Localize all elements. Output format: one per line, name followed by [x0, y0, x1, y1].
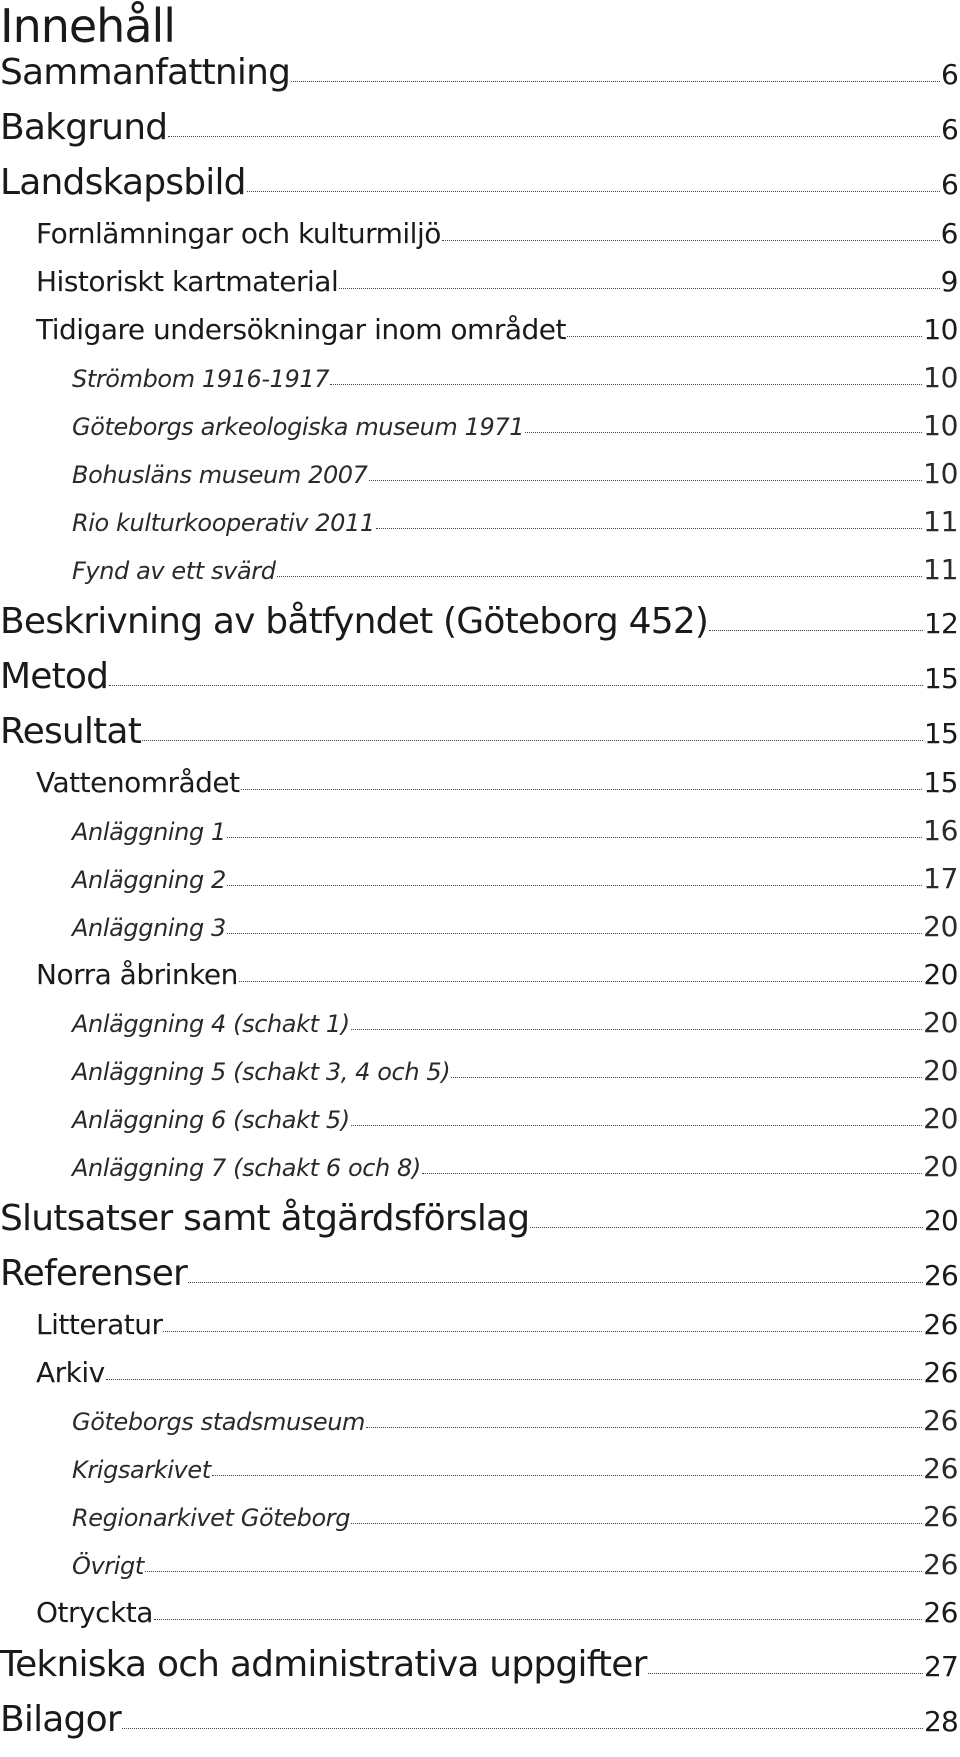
toc-entry-level-2[interactable]	[0, 1308, 958, 1356]
toc-entry-label: Fynd av ett svärd	[72, 557, 276, 585]
toc-entry-page-number: 26	[923, 1259, 958, 1292]
dot-leader	[530, 1227, 923, 1228]
toc-entry-label: Beskrivning av båtfyndet (Göteborg 452)	[0, 601, 709, 642]
dot-leader	[351, 1523, 922, 1524]
toc-entry-label: Bakgrund	[0, 107, 168, 148]
toc-entry-label: Bilagor	[0, 1699, 121, 1740]
toc-entry-label: Anläggning 4 (schakt 1)	[72, 1010, 350, 1038]
dot-leader	[145, 1571, 922, 1572]
dot-leader	[154, 1619, 923, 1620]
dot-leader	[239, 981, 923, 982]
toc-entry-level-1[interactable]	[0, 107, 958, 162]
toc-entry-level-1[interactable]	[0, 162, 958, 217]
toc-entry-page-number: 26	[923, 1356, 958, 1389]
toc-entry-page-number: 20	[923, 958, 958, 991]
toc-entry-label: Norra åbrinken	[36, 958, 238, 991]
toc-entry-page-number: 20	[923, 1054, 958, 1087]
table-of-contents	[0, 52, 958, 1754]
toc-entry-page-number: 6	[940, 217, 958, 250]
toc-entry-level-3[interactable]	[0, 814, 958, 862]
toc-entry-label: Vattenområdet	[36, 766, 240, 799]
toc-entry-level-3[interactable]	[0, 910, 958, 958]
dot-leader	[168, 136, 940, 137]
dot-leader	[369, 480, 923, 481]
toc-entry-label: Regionarkivet Göteborg	[72, 1504, 351, 1532]
dot-leader	[227, 933, 922, 934]
toc-entry-label: Sammanfattning	[0, 52, 291, 93]
dot-leader	[241, 789, 923, 790]
toc-entry-level-3[interactable]	[0, 457, 958, 505]
toc-entry-label: Metod	[0, 656, 109, 697]
dot-leader	[247, 191, 940, 192]
toc-entry-label: Rio kulturkooperativ 2011	[72, 509, 375, 537]
toc-entry-level-2[interactable]	[0, 265, 958, 313]
toc-entry-label: Anläggning 3	[72, 914, 226, 942]
toc-entry-page-number: 16	[923, 814, 958, 847]
toc-entry-page-number: 26	[923, 1308, 958, 1341]
toc-entry-page-number: 11	[923, 553, 958, 586]
toc-entry-level-2[interactable]	[0, 766, 958, 814]
dot-leader	[291, 81, 940, 82]
toc-entry-page-number: 20	[923, 1204, 958, 1237]
toc-entry-level-3[interactable]	[0, 862, 958, 910]
toc-entry-page-number: 10	[923, 361, 958, 394]
toc-entry-level-1[interactable]	[0, 1699, 958, 1754]
toc-entry-level-3[interactable]	[0, 361, 958, 409]
toc-entry-label: Anläggning 1	[72, 818, 226, 846]
toc-entry-page-number: 9	[940, 265, 958, 298]
toc-entry-label: Otryckta	[36, 1596, 153, 1629]
dot-leader	[212, 1475, 922, 1476]
toc-entry-label: Anläggning 6 (schakt 5)	[72, 1106, 350, 1134]
toc-entry-label: Göteborgs stadsmuseum	[72, 1408, 366, 1436]
toc-entry-level-2[interactable]	[0, 958, 958, 1006]
dot-leader	[339, 288, 939, 289]
toc-entry-label: Arkiv	[36, 1356, 105, 1389]
dot-leader	[648, 1673, 923, 1674]
dot-leader	[451, 1077, 922, 1078]
dot-leader	[376, 528, 922, 529]
toc-entry-page-number: 10	[923, 313, 958, 346]
toc-entry-level-1[interactable]	[0, 601, 958, 656]
dot-leader	[142, 740, 923, 741]
toc-entry-page-number: 27	[923, 1650, 958, 1683]
toc-entry-level-1[interactable]	[0, 1253, 958, 1308]
toc-entry-page-number: 28	[923, 1705, 958, 1738]
dot-leader	[442, 240, 940, 241]
dot-leader	[188, 1282, 923, 1283]
dot-leader	[351, 1125, 922, 1126]
dot-leader	[163, 1331, 922, 1332]
toc-entry-level-2[interactable]	[0, 217, 958, 265]
toc-entry-label: Krigsarkivet	[72, 1456, 211, 1484]
toc-entry-page-number: 20	[923, 910, 958, 943]
toc-entry-label: Historiskt kartmaterial	[36, 265, 339, 298]
toc-entry-level-1[interactable]	[0, 1198, 958, 1253]
toc-entry-label: Bohusläns museum 2007	[72, 461, 368, 489]
toc-entry-page-number: 10	[923, 457, 958, 490]
toc-entry-level-1[interactable]	[0, 52, 958, 107]
dot-leader	[330, 384, 922, 385]
toc-entry-page-number: 6	[940, 58, 958, 91]
dot-leader	[525, 432, 922, 433]
toc-entry-page-number: 20	[923, 1150, 958, 1183]
toc-entry-page-number: 15	[923, 662, 958, 695]
toc-entry-label: Anläggning 2	[72, 866, 226, 894]
dot-leader	[109, 685, 923, 686]
toc-entry-page-number: 26	[923, 1548, 958, 1581]
toc-entry-page-number: 26	[923, 1500, 958, 1533]
dot-leader	[227, 885, 922, 886]
toc-entry-level-3[interactable]	[0, 505, 958, 553]
toc-entry-level-3[interactable]	[0, 1054, 958, 1102]
toc-entry-level-2[interactable]	[0, 313, 958, 361]
toc-entry-level-3[interactable]	[0, 1102, 958, 1150]
toc-entry-level-1[interactable]	[0, 1644, 958, 1699]
toc-entry-level-3[interactable]	[0, 1548, 958, 1596]
toc-entry-page-number: 12	[923, 607, 958, 640]
dot-leader	[567, 336, 922, 337]
toc-entry-label: Göteborgs arkeologiska museum 1971	[72, 413, 525, 441]
toc-entry-level-3[interactable]	[0, 1006, 958, 1054]
toc-entry-level-3[interactable]	[0, 1404, 958, 1452]
dot-leader	[277, 576, 923, 577]
page-title: Innehåll	[0, 0, 176, 53]
toc-entry-level-3[interactable]	[0, 1452, 958, 1500]
toc-entry-level-2[interactable]	[0, 1596, 958, 1644]
dot-leader	[709, 630, 923, 631]
toc-entry-page-number: 6	[940, 168, 958, 201]
toc-entry-page-number: 20	[923, 1102, 958, 1135]
toc-entry-label: Fornlämningar och kulturmiljö	[36, 217, 441, 250]
toc-entry-page-number: 11	[923, 505, 958, 538]
toc-entry-page-number: 6	[940, 113, 958, 146]
dot-leader	[351, 1029, 922, 1030]
toc-entry-label: Tidigare undersökningar inom området	[36, 313, 566, 346]
toc-entry-page-number: 17	[923, 862, 958, 895]
toc-entry-level-1[interactable]	[0, 711, 958, 766]
toc-entry-label: Landskapsbild	[0, 162, 246, 203]
toc-entry-label: Resultat	[0, 711, 142, 752]
dot-leader	[366, 1427, 922, 1428]
toc-entry-label: Strömbom 1916-1917	[72, 365, 330, 393]
toc-entry-label: Referenser	[0, 1253, 188, 1294]
toc-entry-page-number: 10	[923, 409, 958, 442]
toc-entry-level-1[interactable]	[0, 656, 958, 711]
dot-leader	[422, 1173, 922, 1174]
toc-entry-page-number: 15	[923, 717, 958, 750]
toc-entry-page-number: 26	[923, 1596, 958, 1629]
toc-entry-level-3[interactable]	[0, 553, 958, 601]
toc-entry-page-number: 26	[923, 1452, 958, 1485]
dot-leader	[227, 837, 922, 838]
toc-entry-level-3[interactable]	[0, 1500, 958, 1548]
toc-entry-level-3[interactable]	[0, 409, 958, 457]
toc-entry-page-number: 26	[923, 1404, 958, 1437]
toc-entry-label: Tekniska och administrativa uppgifter	[0, 1644, 647, 1685]
toc-entry-label: Anläggning 7 (schakt 6 och 8)	[72, 1154, 421, 1182]
toc-entry-page-number: 15	[923, 766, 958, 799]
toc-entry-page-number: 20	[923, 1006, 958, 1039]
dot-leader	[122, 1728, 923, 1729]
dot-leader	[106, 1379, 923, 1380]
toc-entry-label: Slutsatser samt åtgärdsförslag	[0, 1198, 530, 1239]
toc-entry-level-3[interactable]	[0, 1150, 958, 1198]
toc-entry-label: Anläggning 5 (schakt 3, 4 och 5)	[72, 1058, 451, 1086]
toc-entry-label: Övrigt	[72, 1552, 144, 1580]
toc-entry-level-2[interactable]	[0, 1356, 958, 1404]
toc-entry-label: Litteratur	[36, 1308, 163, 1341]
